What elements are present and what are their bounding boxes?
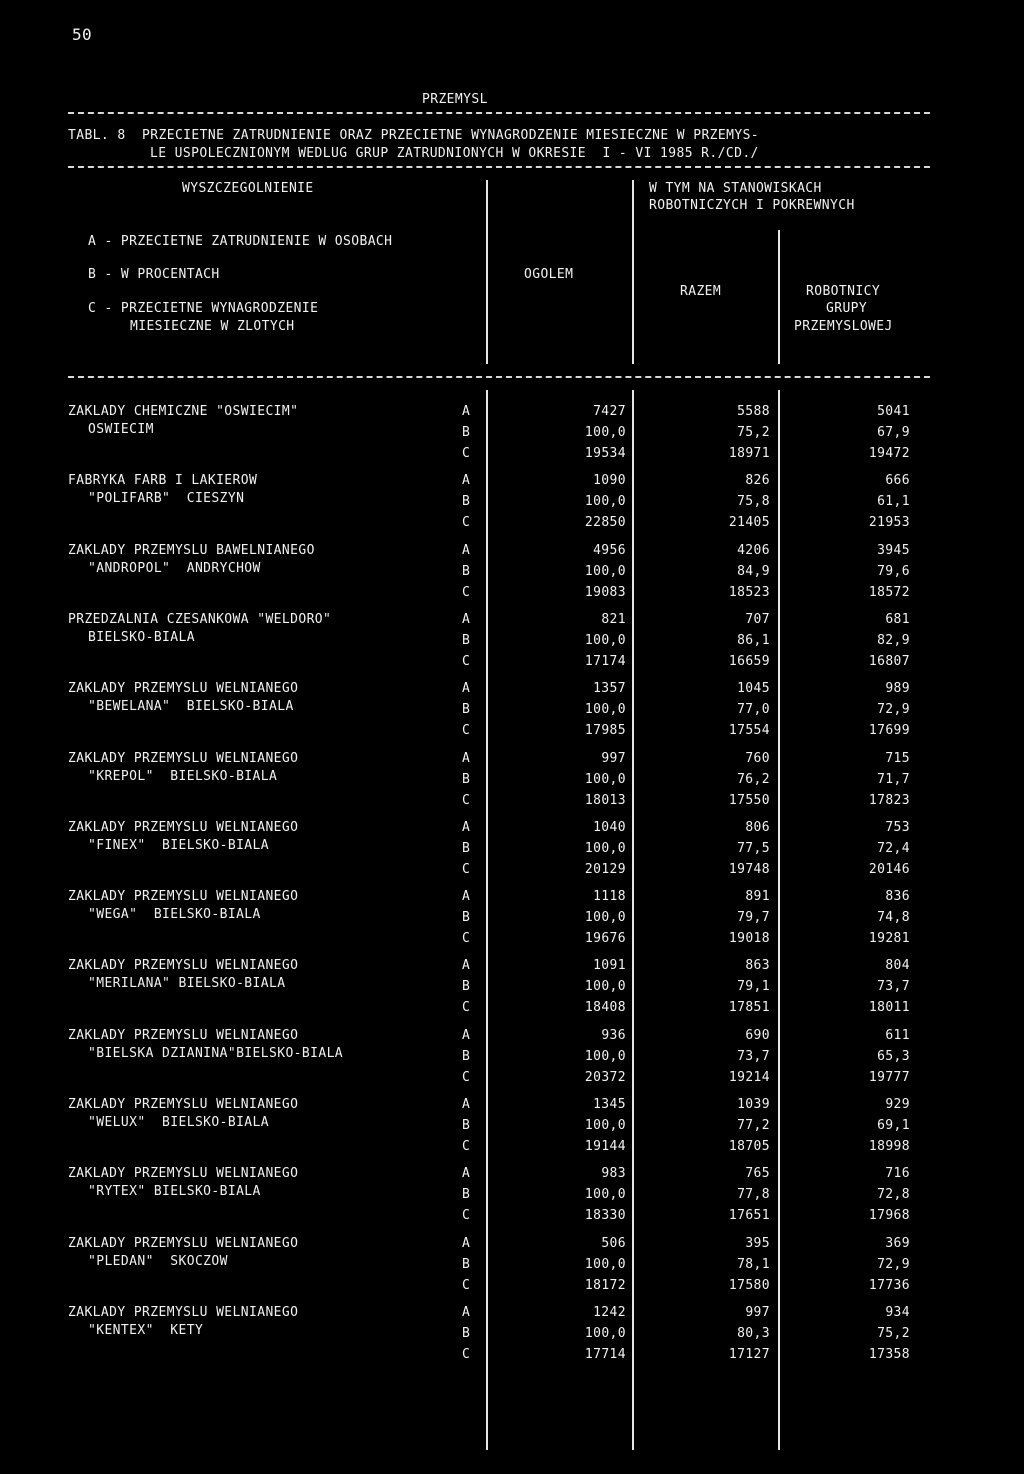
value-razem: 86,1: [737, 633, 770, 648]
robotnicy-heading-3: PRZEMYSLOWEJ: [794, 319, 893, 334]
value-ogolem: 4956: [593, 543, 626, 558]
value-razem: 395: [745, 1236, 770, 1251]
value-razem: 76,2: [737, 772, 770, 787]
row-indicator: A: [462, 404, 471, 419]
row-indicator: B: [462, 494, 471, 509]
row-indicator: A: [462, 820, 471, 835]
value-robotnicy: 611: [885, 1028, 910, 1043]
header-divider-2: [632, 180, 634, 364]
entity-name: ZAKLADY PRZEMYSLU WELNIANEGO: [68, 1028, 299, 1043]
value-razem: 17554: [728, 723, 770, 738]
entity-name: ZAKLADY PRZEMYSLU WELNIANEGO: [68, 751, 299, 766]
value-robotnicy: 72,9: [877, 1257, 910, 1272]
row-indicator: C: [462, 1000, 471, 1015]
value-razem: 77,2: [737, 1118, 770, 1133]
row-indicator: C: [462, 931, 471, 946]
value-razem: 4206: [737, 543, 770, 558]
value-robotnicy: 753: [885, 820, 910, 835]
body-divider-3: [778, 390, 780, 1450]
entity-name: ZAKLADY PRZEMYSLU WELNIANEGO: [68, 1166, 299, 1181]
value-razem: 765: [745, 1166, 770, 1181]
row-indicator: A: [462, 543, 471, 558]
value-ogolem: 17985: [584, 723, 626, 738]
value-razem: 806: [745, 820, 770, 835]
value-ogolem: 100,0: [584, 979, 626, 994]
value-ogolem: 100,0: [584, 1049, 626, 1064]
row-indicator: C: [462, 793, 471, 808]
value-razem: 891: [745, 889, 770, 904]
value-razem: 17127: [728, 1347, 770, 1362]
row-indicator: A: [462, 958, 471, 973]
value-razem: 19214: [728, 1070, 770, 1085]
row-indicator: A: [462, 1305, 471, 1320]
legend-a: A - PRZECIETNE ZATRUDNIENIE W OSOBACH: [88, 234, 393, 249]
caption-rule: [68, 166, 930, 168]
value-ogolem: 100,0: [584, 633, 626, 648]
row-indicator: B: [462, 772, 471, 787]
value-ogolem: 1345: [593, 1097, 626, 1112]
value-ogolem: 18408: [584, 1000, 626, 1015]
value-robotnicy: 69,1: [877, 1118, 910, 1133]
value-ogolem: 983: [601, 1166, 626, 1181]
total-heading: OGOLEM: [524, 267, 574, 282]
entity-name: ZAKLADY PRZEMYSLU WELNIANEGO: [68, 681, 299, 696]
value-robotnicy: 75,2: [877, 1326, 910, 1341]
value-razem: 1039: [737, 1097, 770, 1112]
value-ogolem: 19083: [584, 585, 626, 600]
robotnicy-heading-2: GRUPY: [826, 301, 868, 316]
value-ogolem: 1357: [593, 681, 626, 696]
entity-name: ZAKLADY PRZEMYSLU BAWELNIANEGO: [68, 543, 315, 558]
value-robotnicy: 19777: [868, 1070, 910, 1085]
entity-location: "POLIFARB" CIESZYN: [88, 491, 245, 506]
value-ogolem: 19676: [584, 931, 626, 946]
value-razem: 18971: [728, 446, 770, 461]
entity-location: "BEWELANA" BIELSKO-BIALA: [88, 699, 294, 714]
top-rule: [68, 112, 930, 114]
value-ogolem: 936: [601, 1028, 626, 1043]
value-razem: 17550: [728, 793, 770, 808]
value-robotnicy: 67,9: [877, 425, 910, 440]
row-indicator: B: [462, 425, 471, 440]
row-indicator: B: [462, 1118, 471, 1133]
value-ogolem: 20129: [584, 862, 626, 877]
value-robotnicy: 934: [885, 1305, 910, 1320]
section-title: PRZEMYSL: [422, 92, 488, 107]
value-razem: 79,7: [737, 910, 770, 925]
entity-location: BIELSKO-BIALA: [88, 630, 195, 645]
value-robotnicy: 72,4: [877, 841, 910, 856]
value-robotnicy: 989: [885, 681, 910, 696]
value-ogolem: 1091: [593, 958, 626, 973]
row-indicator: C: [462, 1139, 471, 1154]
value-razem: 79,1: [737, 979, 770, 994]
value-robotnicy: 61,1: [877, 494, 910, 509]
value-razem: 707: [745, 612, 770, 627]
value-razem: 77,0: [737, 702, 770, 717]
value-robotnicy: 17699: [868, 723, 910, 738]
row-indicator: C: [462, 515, 471, 530]
header-rule: [68, 376, 930, 378]
value-robotnicy: 17358: [868, 1347, 910, 1362]
row-indicator: A: [462, 473, 471, 488]
value-robotnicy: 929: [885, 1097, 910, 1112]
value-razem: 78,1: [737, 1257, 770, 1272]
value-robotnicy: 666: [885, 473, 910, 488]
value-razem: 21405: [728, 515, 770, 530]
value-ogolem: 100,0: [584, 1118, 626, 1133]
row-indicator: C: [462, 1208, 471, 1223]
value-robotnicy: 71,7: [877, 772, 910, 787]
row-indicator: A: [462, 1166, 471, 1181]
value-robotnicy: 72,8: [877, 1187, 910, 1202]
body-divider-2: [632, 390, 634, 1450]
entity-location: "KENTEX" KETY: [88, 1323, 204, 1338]
entity-name: ZAKLADY PRZEMYSLU WELNIANEGO: [68, 1097, 299, 1112]
value-razem: 75,8: [737, 494, 770, 509]
value-ogolem: 1040: [593, 820, 626, 835]
value-ogolem: 18172: [584, 1278, 626, 1293]
row-indicator: C: [462, 862, 471, 877]
value-robotnicy: 74,8: [877, 910, 910, 925]
value-robotnicy: 3945: [877, 543, 910, 558]
value-razem: 77,5: [737, 841, 770, 856]
row-indicator: C: [462, 1347, 471, 1362]
value-ogolem: 100,0: [584, 1187, 626, 1202]
value-ogolem: 100,0: [584, 494, 626, 509]
value-robotnicy: 369: [885, 1236, 910, 1251]
row-indicator: A: [462, 751, 471, 766]
value-ogolem: 19144: [584, 1139, 626, 1154]
entity-location: "PLEDAN" SKOCZOW: [88, 1254, 228, 1269]
value-robotnicy: 17968: [868, 1208, 910, 1223]
value-robotnicy: 79,6: [877, 564, 910, 579]
row-indicator: A: [462, 612, 471, 627]
value-ogolem: 20372: [584, 1070, 626, 1085]
value-ogolem: 1090: [593, 473, 626, 488]
value-robotnicy: 73,7: [877, 979, 910, 994]
value-ogolem: 100,0: [584, 841, 626, 856]
value-robotnicy: 5041: [877, 404, 910, 419]
legend-c-cont: MIESIECZNE W ZLOTYCH: [130, 319, 295, 334]
value-ogolem: 506: [601, 1236, 626, 1251]
entity-location: "RYTEX" BIELSKO-BIALA: [88, 1184, 261, 1199]
value-ogolem: 997: [601, 751, 626, 766]
row-indicator: A: [462, 681, 471, 696]
entity-location: OSWIECIM: [88, 422, 154, 437]
value-razem: 16659: [728, 654, 770, 669]
value-robotnicy: 17823: [868, 793, 910, 808]
body-divider-1: [486, 390, 488, 1450]
value-razem: 17651: [728, 1208, 770, 1223]
value-razem: 77,8: [737, 1187, 770, 1202]
header-divider-1: [486, 180, 488, 364]
value-razem: 760: [745, 751, 770, 766]
value-razem: 826: [745, 473, 770, 488]
value-ogolem: 1242: [593, 1305, 626, 1320]
row-indicator: B: [462, 633, 471, 648]
value-robotnicy: 19472: [868, 446, 910, 461]
group-heading-line-2: ROBOTNICZYCH I POKREWNYCH: [649, 198, 855, 213]
header-divider-3: [778, 230, 780, 364]
value-robotnicy: 20146: [868, 862, 910, 877]
legend-c: C - PRZECIETNE WYNAGRODZENIE: [88, 301, 319, 316]
value-ogolem: 821: [601, 612, 626, 627]
entity-name: ZAKLADY PRZEMYSLU WELNIANEGO: [68, 889, 299, 904]
entity-name: PRZEDZALNIA CZESANKOWA "WELDORO": [68, 612, 332, 627]
value-razem: 19748: [728, 862, 770, 877]
entity-name: ZAKLADY PRZEMYSLU WELNIANEGO: [68, 1305, 299, 1320]
value-razem: 863: [745, 958, 770, 973]
row-indicator: B: [462, 1257, 471, 1272]
value-ogolem: 100,0: [584, 1257, 626, 1272]
value-ogolem: 18013: [584, 793, 626, 808]
row-indicator: C: [462, 1070, 471, 1085]
row-indicator: B: [462, 1049, 471, 1064]
value-robotnicy: 716: [885, 1166, 910, 1181]
legend-b: B - W PROCENTACH: [88, 267, 220, 282]
value-razem: 17580: [728, 1278, 770, 1293]
entity-name: ZAKLADY PRZEMYSLU WELNIANEGO: [68, 958, 299, 973]
value-robotnicy: 681: [885, 612, 910, 627]
entity-location: "FINEX" BIELSKO-BIALA: [88, 838, 269, 853]
value-robotnicy: 16807: [868, 654, 910, 669]
row-indicator: B: [462, 910, 471, 925]
value-robotnicy: 715: [885, 751, 910, 766]
row-indicator: A: [462, 1097, 471, 1112]
value-razem: 84,9: [737, 564, 770, 579]
value-robotnicy: 65,3: [877, 1049, 910, 1064]
value-ogolem: 17174: [584, 654, 626, 669]
value-ogolem: 1118: [593, 889, 626, 904]
value-ogolem: 18330: [584, 1208, 626, 1223]
value-ogolem: 7427: [593, 404, 626, 419]
row-indicator: B: [462, 1187, 471, 1202]
row-indicator: C: [462, 654, 471, 669]
value-ogolem: 100,0: [584, 425, 626, 440]
value-razem: 18705: [728, 1139, 770, 1154]
value-razem: 73,7: [737, 1049, 770, 1064]
value-robotnicy: 72,9: [877, 702, 910, 717]
robotnicy-heading: ROBOTNICY: [806, 284, 881, 299]
value-robotnicy: 17736: [868, 1278, 910, 1293]
value-robotnicy: 21953: [868, 515, 910, 530]
entity-name: FABRYKA FARB I LAKIEROW: [68, 473, 258, 488]
value-razem: 690: [745, 1028, 770, 1043]
row-indicator: C: [462, 723, 471, 738]
entity-location: "BIELSKA DZIANINA"BIELSKO-BIALA: [88, 1046, 344, 1061]
value-ogolem: 19534: [584, 446, 626, 461]
entity-location: "WEGA" BIELSKO-BIALA: [88, 907, 261, 922]
entity-location: "WELUX" BIELSKO-BIALA: [88, 1115, 269, 1130]
value-razem: 75,2: [737, 425, 770, 440]
row-indicator: B: [462, 979, 471, 994]
row-indicator: A: [462, 1028, 471, 1043]
row-indicator: C: [462, 1278, 471, 1293]
razem-heading: RAZEM: [680, 284, 722, 299]
value-robotnicy: 18011: [868, 1000, 910, 1015]
value-ogolem: 100,0: [584, 910, 626, 925]
entity-location: "MERILANA" BIELSKO-BIALA: [88, 976, 286, 991]
row-indicator: B: [462, 702, 471, 717]
value-robotnicy: 82,9: [877, 633, 910, 648]
group-heading-line-1: W TYM NA STANOWISKACH: [649, 181, 822, 196]
value-ogolem: 100,0: [584, 1326, 626, 1341]
entity-location: "ANDROPOL" ANDRYCHOW: [88, 561, 261, 576]
row-indicator: B: [462, 1326, 471, 1341]
value-ogolem: 100,0: [584, 702, 626, 717]
row-indicator: C: [462, 585, 471, 600]
specification-heading: WYSZCZEGOLNIENIE: [182, 181, 314, 196]
value-ogolem: 100,0: [584, 564, 626, 579]
value-razem: 19018: [728, 931, 770, 946]
value-robotnicy: 18572: [868, 585, 910, 600]
value-ogolem: 17714: [584, 1347, 626, 1362]
row-indicator: C: [462, 446, 471, 461]
row-indicator: A: [462, 1236, 471, 1251]
row-indicator: A: [462, 889, 471, 904]
entity-name: ZAKLADY CHEMICZNE "OSWIECIM": [68, 404, 299, 419]
value-ogolem: 22850: [584, 515, 626, 530]
value-robotnicy: 19281: [868, 931, 910, 946]
value-razem: 1045: [737, 681, 770, 696]
value-ogolem: 100,0: [584, 772, 626, 787]
entity-name: ZAKLADY PRZEMYSLU WELNIANEGO: [68, 820, 299, 835]
value-robotnicy: 804: [885, 958, 910, 973]
entity-location: "KREPOL" BIELSKO-BIALA: [88, 769, 278, 784]
table-caption-line-2: LE USPOLECZNIONYM WEDLUG GRUP ZATRUDNIONYCH W OKRESIE I - VI 1985 R./CD./: [150, 146, 759, 161]
value-robotnicy: 836: [885, 889, 910, 904]
table-caption-line-1: TABL. 8 PRZECIETNE ZATRUDNIENIE ORAZ PRZECIETNE WYNAGRODZENIE MIESIECZNE W PRZEMYS-: [68, 128, 760, 143]
value-razem: 997: [745, 1305, 770, 1320]
value-razem: 18523: [728, 585, 770, 600]
entity-name: ZAKLADY PRZEMYSLU WELNIANEGO: [68, 1236, 299, 1251]
value-razem: 80,3: [737, 1326, 770, 1341]
row-indicator: B: [462, 564, 471, 579]
page-number: 50: [72, 25, 93, 44]
value-robotnicy: 18998: [868, 1139, 910, 1154]
value-razem: 5588: [737, 404, 770, 419]
value-razem: 17851: [728, 1000, 770, 1015]
row-indicator: B: [462, 841, 471, 856]
